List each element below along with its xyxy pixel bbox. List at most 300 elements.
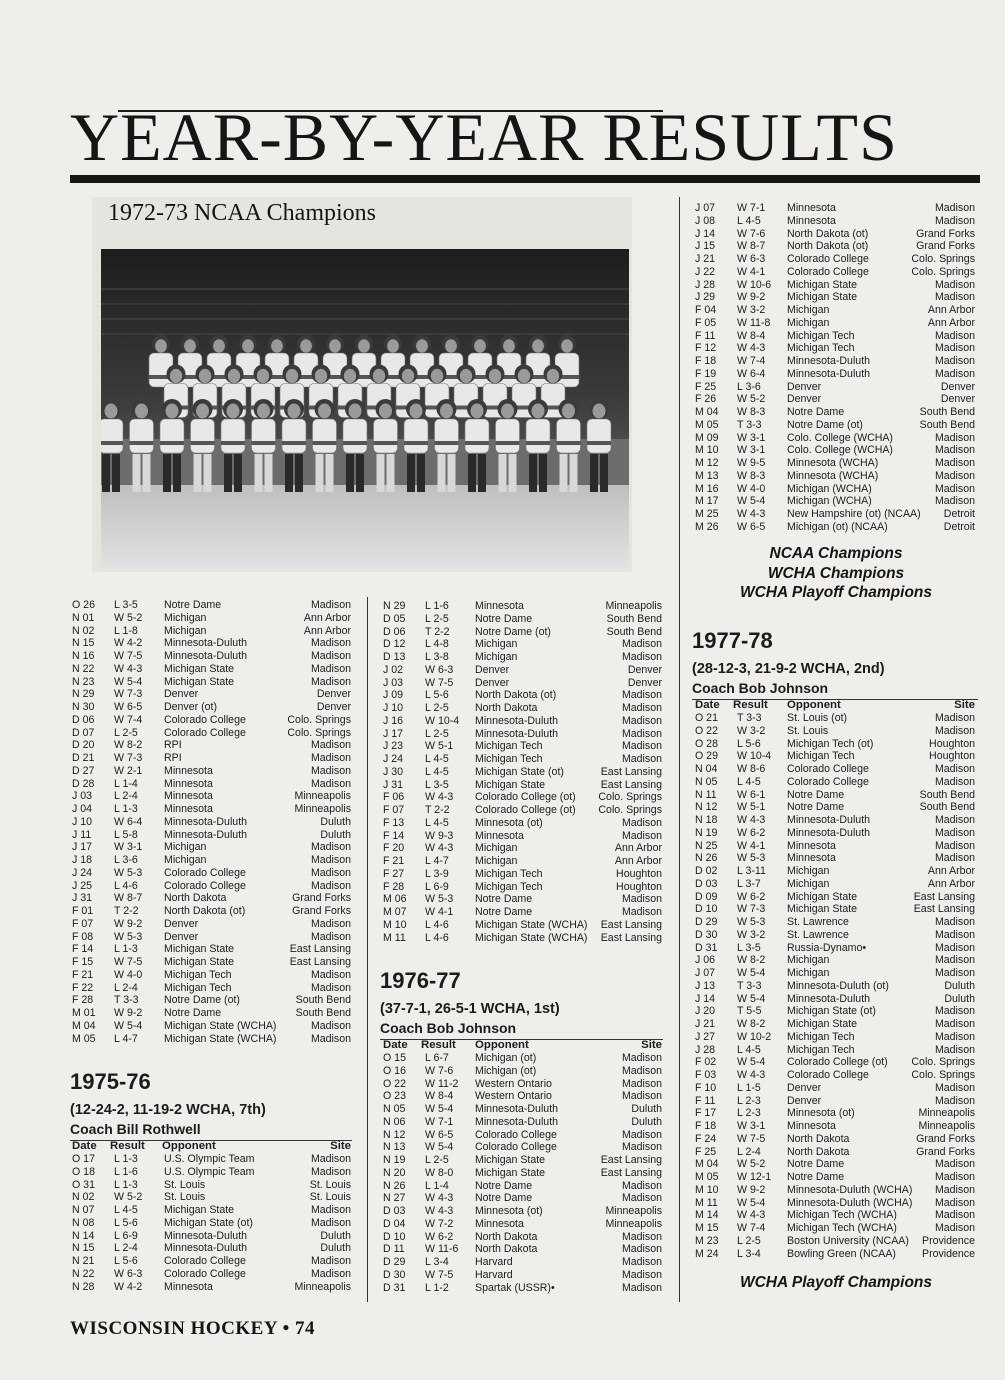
game-site: Grand Forks	[916, 1132, 975, 1145]
game-opponent: Michigan	[787, 877, 830, 890]
game-opponent: Colorado College	[475, 1141, 557, 1154]
game-opponent: Colorado College	[787, 1069, 869, 1081]
game-result: L 1-3	[114, 1153, 138, 1165]
game-result: W 4-1	[737, 839, 766, 852]
game-date: F 28	[72, 994, 94, 1007]
game-opponent: Minnesota-Duluth	[164, 1229, 248, 1242]
game-site: South Bend	[919, 788, 975, 801]
game-date: M 10	[695, 444, 719, 457]
game-opponent: Notre Dame	[475, 1179, 533, 1192]
game-date: D 10	[695, 903, 718, 916]
game-row	[72, 982, 351, 995]
game-site: Ann Arbor	[614, 842, 662, 855]
game-row	[695, 891, 975, 904]
game-row	[72, 892, 351, 905]
game-site: Madison	[934, 826, 975, 839]
game-result: W 8-2	[114, 739, 143, 752]
game-result: L 3-8	[425, 651, 449, 663]
game-opponent: Minnesota	[475, 600, 524, 612]
schedule-list-7273-top	[695, 202, 975, 534]
game-date: N 15	[72, 1242, 95, 1255]
game-opponent: Michigan State (ot)	[475, 765, 564, 778]
game-row	[72, 1153, 351, 1166]
game-date: D 13	[383, 651, 406, 663]
game-opponent: Minnesota (ot)	[475, 816, 543, 829]
game-result: W 7-1	[737, 202, 766, 214]
game-opponent: Michigan Tech	[164, 968, 232, 981]
game-opponent: Michigan State (ot)	[164, 1216, 253, 1229]
game-result: W 7-1	[425, 1115, 454, 1128]
game-result: W 7-5	[114, 956, 143, 968]
game-result: T 2-2	[425, 625, 450, 638]
game-site: Madison	[621, 651, 662, 663]
game-site: Madison	[310, 637, 351, 650]
game-opponent: Michigan State	[164, 1204, 235, 1216]
game-date: M 24	[695, 1247, 719, 1260]
game-result: W 9-2	[114, 917, 143, 930]
page-footer: WISCONSIN HOCKEY • 74	[70, 1318, 316, 1339]
game-result: L 2-5	[425, 612, 449, 625]
game-date: J 15	[695, 240, 716, 253]
game-date: M 04	[695, 1158, 719, 1171]
game-site: Madison	[934, 1005, 975, 1018]
col-date: Date	[72, 1140, 97, 1152]
game-site: Madison	[934, 775, 975, 788]
game-row	[695, 393, 975, 406]
game-row	[383, 1141, 662, 1154]
champions-7778: WCHA Playoff Champions	[739, 1274, 933, 1291]
game-opponent: Colorado College	[164, 726, 246, 739]
game-row	[695, 1235, 975, 1248]
game-date: N 02	[72, 624, 95, 637]
game-opponent: U.S. Olympic Team	[164, 1165, 255, 1178]
game-date: F 24	[695, 1132, 717, 1145]
game-date: N 12	[383, 1128, 406, 1141]
game-result: W 4-2	[114, 1280, 143, 1293]
game-opponent: Michigan State (WCHA)	[164, 1019, 277, 1032]
game-date: M 04	[695, 406, 719, 418]
game-row	[72, 676, 351, 689]
game-row	[695, 789, 975, 802]
game-site: Madison	[934, 1030, 975, 1043]
game-result: L 1-6	[425, 600, 449, 612]
game-result: W 4-3	[425, 1192, 454, 1205]
game-site: South Bend	[919, 406, 975, 418]
game-site: Madison	[310, 650, 351, 662]
game-site: Madison	[621, 816, 662, 829]
game-site: Madison	[934, 329, 975, 342]
game-date: J 02	[383, 663, 404, 676]
game-result: W 10-4	[737, 750, 772, 763]
game-result: L 4-5	[737, 775, 761, 788]
game-date: J 25	[72, 879, 93, 892]
game-date: N 12	[695, 801, 718, 814]
game-date: F 13	[383, 816, 405, 829]
game-site: Madison	[934, 1094, 975, 1107]
game-site: East Lansing	[289, 956, 351, 968]
game-date: J 22	[695, 265, 716, 278]
col-headers-7778	[695, 699, 975, 713]
game-date: J 30	[383, 765, 404, 778]
game-row	[695, 1158, 975, 1171]
col-opponent: Opponent	[787, 699, 841, 711]
game-result: L 1-4	[425, 1179, 449, 1192]
game-date: F 10	[695, 1081, 717, 1094]
game-opponent: Notre Dame	[787, 1158, 845, 1171]
game-opponent: Minnesota (WCHA)	[787, 457, 879, 469]
game-opponent: Colorado College	[164, 879, 246, 892]
game-site: Madison	[310, 917, 351, 930]
game-result: W 8-4	[737, 329, 766, 342]
game-opponent: Michigan Tech (WCHA)	[787, 1222, 897, 1234]
game-opponent: Michigan	[164, 854, 207, 866]
game-date: J 11	[72, 828, 92, 841]
game-result: W 6-4	[114, 815, 143, 828]
game-date: J 10	[72, 815, 93, 828]
game-date: J 04	[72, 803, 93, 815]
game-site: Madison	[934, 202, 975, 214]
game-date: J 03	[72, 790, 93, 803]
game-result: T 3-3	[114, 994, 139, 1007]
game-site: Duluth	[320, 1229, 351, 1242]
game-result: W 6-3	[425, 663, 454, 676]
season-header-7677	[380, 968, 663, 1040]
game-row	[383, 1231, 662, 1244]
game-row	[695, 954, 975, 967]
game-result: W 4-3	[425, 842, 454, 855]
game-row	[72, 854, 351, 867]
game-result: W 3-1	[737, 1120, 766, 1132]
game-opponent: Minnesota (WCHA)	[787, 469, 879, 482]
game-result: W 6-5	[114, 701, 143, 713]
game-date: M 04	[72, 1019, 96, 1032]
game-date: F 04	[695, 304, 717, 316]
game-result: L 2-4	[114, 1242, 138, 1255]
game-result: W 4-3	[737, 814, 766, 826]
schedule-list-7273-b	[383, 600, 662, 944]
game-site: Minneapolis	[605, 1217, 662, 1230]
champion-line: NCAA Champions	[769, 545, 903, 562]
game-site: Madison	[934, 724, 975, 737]
game-result: W 5-2	[737, 393, 766, 406]
game-opponent: Michigan Tech	[475, 867, 543, 880]
game-row	[72, 612, 351, 625]
game-site: Madison	[621, 1243, 662, 1256]
game-site: South Bend	[295, 1007, 351, 1019]
game-result: W 10-4	[425, 714, 460, 727]
game-result: W 7-5	[737, 1132, 766, 1145]
game-date: F 06	[383, 791, 405, 804]
game-site: Houghton	[929, 737, 975, 750]
game-opponent: Minnesota (ot)	[475, 1205, 543, 1217]
season-record: (28-12-3, 21-9-2 WCHA, 2nd)	[692, 661, 885, 677]
col-opponent: Opponent	[162, 1140, 216, 1152]
game-site: Madison	[621, 1077, 662, 1090]
game-opponent: Minnesota	[787, 214, 836, 227]
game-site: Duluth	[631, 1103, 662, 1115]
game-opponent: Minnesota	[787, 202, 836, 214]
game-result: W 4-0	[737, 482, 766, 495]
game-date: N 22	[72, 1267, 95, 1280]
game-site: Madison	[621, 740, 662, 753]
col-site: Site	[330, 1140, 351, 1152]
game-result: L 3-5	[425, 778, 449, 791]
game-result: L 4-5	[114, 1204, 138, 1216]
game-opponent: St. Louis	[164, 1191, 206, 1204]
game-row	[383, 638, 662, 651]
game-site: Houghton	[616, 867, 662, 880]
game-date: M 10	[695, 1183, 719, 1196]
game-row	[72, 1217, 351, 1230]
game-result: W 4-3	[737, 1209, 766, 1222]
game-opponent: Colorado College	[787, 763, 869, 775]
game-result: L 4-8	[425, 638, 449, 651]
game-row	[695, 304, 975, 317]
game-result: W 11-6	[425, 1243, 459, 1256]
game-result: W 8-6	[737, 763, 766, 775]
game-opponent: Minnesota-Duluth	[164, 828, 248, 841]
game-row	[72, 663, 351, 676]
game-result: W 6-2	[737, 890, 766, 903]
game-opponent: Denver (ot)	[164, 701, 217, 713]
game-date: F 28	[383, 880, 405, 893]
game-site: Madison	[310, 866, 351, 879]
game-row	[383, 906, 662, 919]
game-site: Madison	[934, 1081, 975, 1094]
game-date: J 27	[695, 1030, 716, 1043]
game-site: Madison	[310, 764, 351, 777]
game-date: N 25	[695, 839, 718, 852]
col-site: Site	[641, 1039, 662, 1051]
game-row	[383, 766, 662, 779]
game-site: Ann Arbor	[927, 865, 975, 877]
game-date: F 25	[695, 380, 717, 393]
game-row	[383, 842, 662, 855]
game-site: Madison	[310, 739, 351, 752]
game-opponent: RPI	[164, 752, 182, 764]
game-result: T 5-5	[737, 1005, 762, 1018]
schedule-list-7778	[695, 712, 975, 1260]
game-site: Madison	[621, 893, 662, 906]
game-opponent: Michigan	[787, 954, 830, 967]
game-result: W 8-2	[737, 1018, 766, 1030]
game-result: W 5-4	[114, 675, 143, 688]
game-row	[383, 1192, 662, 1205]
game-opponent: Michigan State	[475, 778, 546, 791]
game-date: N 28	[72, 1280, 95, 1293]
game-opponent: Minnesota	[787, 1120, 836, 1132]
game-site: Madison	[310, 1204, 351, 1216]
game-opponent: Michigan State	[164, 943, 235, 956]
game-opponent: Notre Dame (ot)	[475, 625, 551, 638]
game-opponent: North Dakota	[787, 1145, 850, 1158]
game-result: L 5-6	[114, 1216, 138, 1229]
game-opponent: Michigan State	[787, 903, 858, 916]
game-opponent: Minnesota (ot)	[787, 1107, 855, 1120]
game-result: L 2-5	[425, 702, 449, 714]
game-result: W 6-3	[114, 1267, 143, 1280]
game-opponent: Michigan Tech	[787, 750, 855, 763]
game-result: W 8-0	[425, 1166, 454, 1179]
game-site: South Bend	[919, 418, 975, 431]
game-date: N 29	[72, 688, 95, 701]
photo-caption: 1972-73 NCAA Champions	[108, 200, 377, 226]
game-date: F 25	[695, 1145, 717, 1158]
game-site: Minneapolis	[918, 1107, 975, 1120]
game-site: Madison	[621, 702, 662, 714]
game-opponent: Michigan Tech (ot)	[787, 737, 874, 750]
game-row	[695, 279, 975, 292]
game-site: Madison	[621, 689, 662, 702]
game-row	[72, 1020, 351, 1033]
game-row	[695, 1120, 975, 1133]
game-result: L 1-8	[114, 624, 138, 637]
col-headers-7576	[72, 1140, 351, 1154]
game-row	[383, 1090, 662, 1103]
game-row	[695, 1018, 975, 1031]
game-opponent: Notre Dame	[787, 788, 845, 801]
game-opponent: St. Louis	[787, 724, 829, 737]
game-site: Madison	[310, 1019, 351, 1032]
game-site: Colo. Springs	[287, 713, 351, 726]
game-result: W 8-3	[737, 469, 766, 482]
game-date: F 14	[72, 943, 94, 956]
game-row	[383, 1167, 662, 1180]
game-date: J 24	[383, 753, 404, 765]
game-date: N 15	[72, 637, 95, 650]
game-site: Madison	[310, 1216, 351, 1229]
game-site: Grand Forks	[292, 905, 351, 917]
game-opponent: Colorado College	[164, 866, 246, 879]
game-opponent: Minnesota-Duluth	[475, 1103, 559, 1115]
game-opponent: Colo. College (WCHA)	[787, 431, 893, 444]
game-date: N 07	[72, 1204, 95, 1216]
game-result: W 3-2	[737, 928, 766, 941]
game-date: N 05	[383, 1103, 406, 1115]
game-row	[695, 865, 975, 878]
game-result: W 3-2	[737, 724, 766, 737]
game-row	[695, 342, 975, 355]
game-result: W 7-5	[425, 1268, 454, 1281]
game-opponent: Boston University (NCAA)	[787, 1234, 909, 1247]
game-row	[383, 1218, 662, 1231]
game-opponent: Michigan State	[787, 278, 858, 291]
game-date: N 26	[383, 1179, 406, 1192]
game-opponent: Denver	[475, 676, 510, 689]
game-row	[383, 1078, 662, 1091]
game-date: F 12	[695, 342, 717, 355]
game-date: J 17	[72, 841, 93, 854]
game-site: Houghton	[616, 880, 662, 893]
game-row	[383, 779, 662, 792]
game-date: N 13	[383, 1141, 406, 1154]
game-site: Madison	[310, 662, 351, 675]
game-site: Providence	[922, 1234, 975, 1247]
game-opponent: St. Louis (ot)	[787, 712, 848, 724]
season-header-7576	[70, 1069, 352, 1141]
game-row	[695, 432, 975, 445]
game-date: D 04	[383, 1217, 406, 1230]
game-result: L 4-6	[425, 931, 449, 944]
game-date: N 11	[695, 788, 717, 801]
game-row	[383, 1116, 662, 1129]
game-date: D 02	[695, 865, 718, 877]
game-row	[695, 916, 975, 929]
game-result: L 3-6	[737, 380, 761, 393]
game-site: Duluth	[631, 1115, 662, 1128]
game-site: Madison	[310, 854, 351, 866]
game-result: W 7-4	[114, 713, 143, 726]
game-result: L 4-7	[114, 1032, 138, 1045]
game-date: J 03	[383, 676, 404, 689]
game-site: Madison	[934, 342, 975, 355]
game-opponent: North Dakota	[787, 1132, 850, 1145]
game-result: W 9-3	[425, 829, 454, 842]
col-result: Result	[421, 1039, 456, 1051]
game-opponent: North Dakota (ot)	[787, 227, 869, 240]
game-result: W 7-4	[737, 1222, 766, 1234]
game-row	[383, 932, 662, 945]
game-opponent: Notre Dame	[787, 801, 845, 814]
game-opponent: Western Ontario	[475, 1077, 552, 1090]
game-date: D 29	[695, 916, 718, 928]
game-date: F 11	[695, 1094, 716, 1107]
game-row	[695, 470, 975, 483]
game-site: Ann Arbor	[927, 316, 975, 329]
game-date: M 26	[695, 520, 719, 533]
game-row	[695, 1209, 975, 1222]
game-result: L 5-6	[114, 1255, 138, 1267]
game-result: L 2-5	[425, 727, 449, 740]
game-opponent: North Dakota	[475, 1243, 538, 1256]
game-opponent: Minnesota	[475, 1217, 524, 1230]
game-site: Colo. Springs	[911, 1056, 975, 1069]
season-record: (12-24-2, 11-19-2 WCHA, 7th)	[70, 1102, 266, 1118]
game-row	[695, 457, 975, 470]
game-result: W 9-5	[737, 457, 766, 469]
game-row	[695, 215, 975, 228]
game-site: Madison	[310, 981, 351, 994]
game-date: M 11	[383, 931, 406, 944]
game-site: South Bend	[919, 801, 975, 814]
season-header-7778	[692, 628, 978, 700]
game-row	[383, 753, 662, 766]
game-site: Madison	[310, 1255, 351, 1267]
game-row	[383, 1243, 662, 1256]
game-row	[695, 942, 975, 955]
game-opponent: North Dakota	[475, 1230, 538, 1243]
game-site: Madison	[310, 1267, 351, 1280]
game-result: W 5-4	[737, 495, 766, 508]
game-site: Madison	[310, 930, 351, 943]
game-row	[695, 814, 975, 827]
game-date: J 29	[695, 291, 716, 304]
game-site: Denver	[627, 676, 662, 689]
game-date: M 05	[72, 1032, 96, 1045]
game-result: W 3-1	[737, 431, 766, 444]
game-row	[383, 1052, 662, 1065]
game-row	[695, 406, 975, 419]
game-date: M 01	[72, 1007, 96, 1019]
game-site: East Lansing	[600, 765, 662, 778]
game-row	[695, 330, 975, 343]
game-site: Madison	[310, 752, 351, 764]
game-date: F 05	[695, 316, 717, 329]
game-opponent: Denver	[164, 930, 199, 943]
game-opponent: Minnesota-Duluth	[164, 815, 248, 828]
game-row	[72, 956, 351, 969]
game-result: W 10-6	[737, 278, 772, 291]
